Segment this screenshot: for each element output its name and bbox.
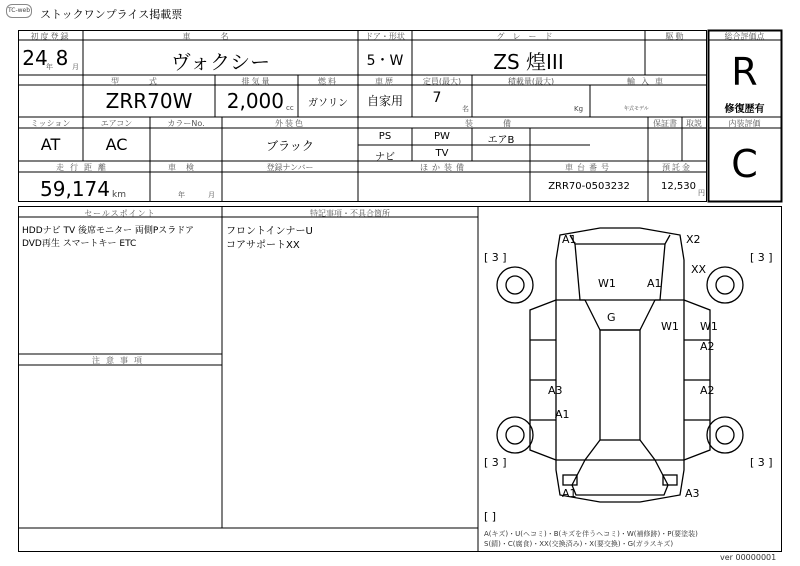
inspection-month: 月	[208, 191, 215, 199]
other-equip-label: ほか装備	[420, 163, 468, 172]
bracket-front-right: [ 3 ]	[750, 251, 773, 264]
equip-pw: PW	[434, 131, 450, 142]
special-note-line2: コアサポートXX	[226, 240, 300, 251]
first-reg-year: 24	[22, 46, 48, 70]
overall-score: R	[731, 50, 758, 94]
bracket-rear-right: [ 3 ]	[750, 456, 773, 469]
capacity-unit: 名	[462, 105, 469, 113]
usage-value: 自家用	[366, 94, 403, 108]
mark-left-rear-fender: A1	[555, 408, 570, 421]
legend-line1: A(キズ)・U(ヘコミ)・B(キズを伴うヘコミ)・W(補修跡)・P(要塗装)	[484, 530, 698, 538]
interior-score: C	[731, 142, 758, 186]
import-label: 輸入車	[627, 77, 669, 86]
equip-airbag: エアB	[487, 135, 515, 146]
model-label: 型式	[111, 77, 187, 86]
door-shape-value: 5・W	[366, 53, 404, 69]
aircon-label: エアコン	[100, 119, 133, 128]
deposit-unit: 円	[698, 189, 705, 197]
mileage-value: 59,174	[40, 177, 110, 201]
import-model: 年式モデル	[624, 106, 649, 112]
sales-point-line2: DVD再生 スマートキー ETC	[22, 239, 137, 249]
mission-label: ミッション	[30, 119, 71, 128]
displacement-label: 排気量	[241, 77, 272, 86]
first-reg-month: 8	[55, 46, 69, 70]
drive-label: 駆動	[665, 32, 686, 41]
overall-desc: 修復歴有	[724, 104, 765, 115]
caution-label: 注意事項	[92, 356, 148, 365]
inspection-label: 車検	[168, 163, 204, 172]
mark-left-rear-door: A3	[548, 384, 563, 397]
car-name-value: ヴォクシー	[170, 50, 271, 74]
bracket-rear-left: [ 3 ]	[484, 456, 507, 469]
legend-line2: S(錆)・C(腐食)・XX(交換済み)・X(要交換)・G(ガラスキズ)	[484, 540, 674, 548]
equip-navi: ナビ	[375, 152, 395, 163]
bracket-front-left: [ 3 ]	[484, 251, 507, 264]
overall-label: 総合評価点	[724, 32, 765, 41]
sales-point-line1: HDDナビ TV 後席モニター 両側Pスラドア	[22, 226, 195, 236]
brand-logo: TC-web	[6, 4, 32, 18]
equip-tv: TV	[435, 148, 449, 159]
mark-hood-left: W1	[598, 277, 616, 290]
manual-label: 取説	[686, 119, 702, 128]
inspection-year: 年	[178, 191, 185, 199]
fuel-label: 燃料	[318, 77, 338, 86]
mark-right-front-door-2: A2	[700, 340, 715, 353]
warranty-label: 保証書	[653, 119, 677, 128]
capacity-value: 7	[432, 90, 442, 106]
load-unit: Kg	[574, 105, 584, 113]
door-shape-label: ドア・形状	[365, 32, 405, 41]
page-title: ストックワンプライス掲載票	[40, 8, 183, 21]
exterior-color-value: ブラック	[266, 139, 314, 153]
car-diagram	[497, 228, 743, 502]
mark-right-pillar: W1	[661, 320, 679, 333]
displacement-unit: cc	[286, 104, 294, 112]
mission-value: AT	[40, 135, 61, 154]
mark-front-bumper-right: X2	[686, 233, 701, 246]
mark-windshield: G	[607, 311, 616, 324]
version-label: ver 00000001	[720, 553, 777, 562]
mark-right-rear-door: A2	[700, 384, 715, 397]
mark-front-bumper-left: A1	[562, 233, 577, 246]
capacity-label: 定員(最大)	[422, 77, 462, 86]
aircon-value: AC	[105, 135, 128, 154]
car-name-label: 車名	[182, 32, 259, 41]
equipment-label: 装備	[465, 119, 541, 128]
displacement-value: 2,000	[226, 89, 284, 113]
plate-label: 登録ナンバー	[266, 163, 314, 172]
first-reg-label: 初度登録	[30, 32, 71, 41]
mark-right-front-door: W1	[700, 320, 718, 333]
model-value: ZRR70W	[105, 89, 193, 113]
special-notes-label: 特記事項・不具合箇所	[310, 209, 390, 218]
mark-hood-right: A1	[647, 277, 662, 290]
mark-front-right-fender: XX	[691, 263, 707, 276]
month-unit: 月	[72, 63, 79, 71]
mark-rear-bumper-left: A1	[562, 487, 577, 500]
chassis-label: 車台番号	[565, 163, 613, 172]
mileage-label: 走行距離	[56, 163, 112, 172]
equip-ps: PS	[378, 131, 392, 142]
load-label: 積載量(最大)	[507, 77, 555, 86]
year-unit: 年	[46, 63, 53, 71]
color-no-label: カラーNo.	[167, 119, 205, 128]
deposit-label: 預託金	[662, 163, 692, 172]
mileage-unit: km	[112, 190, 126, 200]
bracket-bottom: [ ]	[484, 510, 497, 523]
sales-points-label: セールスポイント	[84, 209, 156, 218]
mark-rear-bumper-right: A3	[685, 487, 700, 500]
usage-label: 車歴	[375, 77, 395, 86]
interior-label: 内装評価	[728, 119, 761, 128]
grade-value: ZS 煌III	[493, 50, 564, 74]
fuel-value: ガソリン	[308, 98, 348, 109]
exterior-color-label: 外装色	[275, 119, 305, 128]
special-note-line1: フロントインナーU	[226, 226, 313, 237]
grade-label: グレード	[496, 32, 561, 41]
chassis-value: ZRR70-0503232	[548, 181, 630, 192]
deposit-value: 12,530	[661, 181, 696, 192]
